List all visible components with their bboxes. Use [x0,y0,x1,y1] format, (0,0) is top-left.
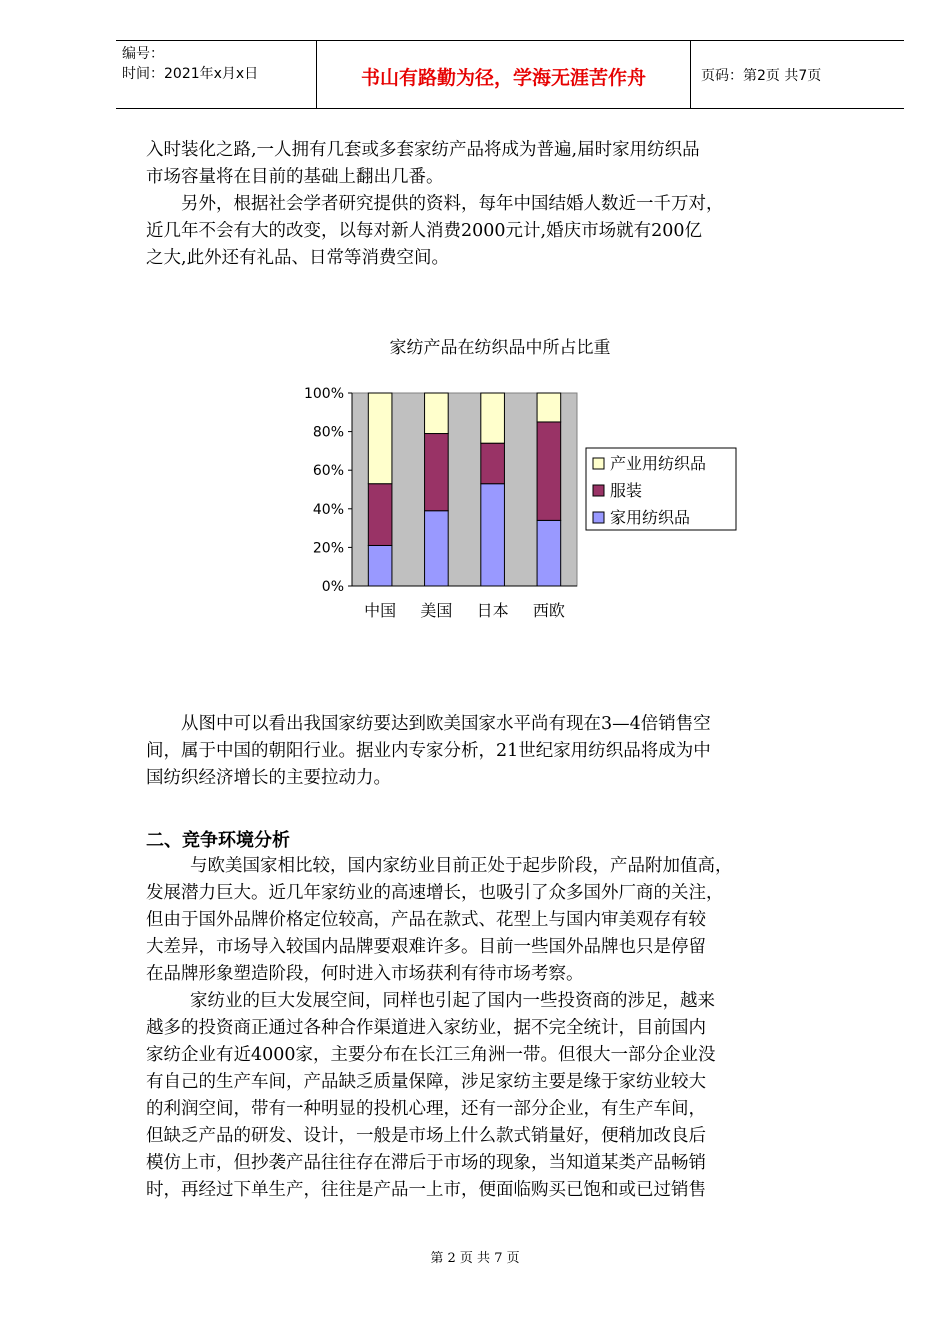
page-footer: 第 2 页 共 7 页 [430,1251,520,1266]
text-line: 另外，根据社会学者研究提供的资料，每年中国结婚人数近一千万对， [181,194,724,214]
paragraph-4 [146,853,866,988]
text-line: 发展潜力巨大。近几年家纺业的高速增长，也吸引了众多国外厂商的关注， [146,883,724,903]
text-line: 近几年不会有大的改变，以每对新人消费2000元计,婚庆市场就有200亿 [146,221,702,241]
y-tick-label: 20% [312,540,344,557]
bar-segment [368,484,392,546]
paragraph-5 [146,988,866,1204]
text-line: 国纺织经济增长的主要拉动力。 [146,768,391,788]
header-meta-cell [116,41,317,108]
text-line: 市场容量将在目前的基础上翻出几番。 [146,167,444,187]
text-line: 从图中可以看出我国家纺要达到欧美国家水平尚有现在3—4倍销售空 [181,714,711,734]
text-line: 家纺业的巨大发展空间，同样也引起了国内一些投资商的涉足，越来 [190,991,715,1011]
text-line: 时，再经过下单生产，往往是产品一上市，便面临购买已饱和或已过销售 [146,1180,706,1200]
bar-segment [537,422,561,520]
text-line: 有自己的生产车间，产品缺乏质量保障，涉足家纺主要是缘于家纺业较大 [146,1072,706,1092]
category-label: 中国 [364,601,397,620]
text-line: 但缺乏产品的研发、设计，一般是市场上什么款式销量好，便稍加改良后 [146,1126,706,1146]
text-line: 模仿上市，但抄袭产品往往存在滞后于市场的现象，当知道某类产品畅销 [146,1153,706,1173]
bar-segment [481,393,505,443]
paragraph-1 [146,137,866,191]
header-page-cell [691,41,904,108]
text-line: 大差异，市场导入较国内品牌要艰难许多。目前一些国外品牌也只是停留 [146,937,706,957]
bar-segment [425,393,449,434]
category-label: 西欧 [532,601,565,620]
chart-legend [586,448,736,530]
y-tick-label: 0% [321,579,344,595]
legend-label: 产业用纺织品 [610,454,707,473]
legend-swatch [593,485,604,496]
section-title: 二、竞争环境分析 [146,830,290,851]
text-line: 家纺企业有近4000家，主要分布在长江三角洲一带。但很大一部分企业没 [146,1045,716,1065]
bar-segment [425,434,449,511]
text-line: 越多的投资商正通过各种合作渠道进入家纺业，据不完全统计，目前国内 [146,1018,706,1038]
header-motto-cell [317,41,691,108]
bar-segment [537,393,561,422]
y-tick-label: 60% [312,463,344,480]
text-line: 之大,此外还有礼品、日常等消费空间。 [146,248,450,268]
text-line: 入时装化之路,一人拥有几套或多套家纺产品将成为普遍,届时家用纺织品 [146,140,700,160]
number-label: 编号： [122,46,164,62]
text-line: 在品牌形象塑造阶段，何时进入市场获利有待市场考察。 [146,964,584,984]
chart-title: 家纺产品在纺织品中所占比重 [389,338,611,358]
page-header [116,40,904,109]
bar-segment [368,545,392,586]
legend-label: 家用纺织品 [610,508,691,527]
time-label: 时间：2021年x月x日 [122,66,259,82]
bar-segment [481,484,505,586]
text-line: 的利润空间，带有一种明显的投机心理，还有一部分企业，有生产车间， [146,1099,706,1119]
text-line: 但由于国外品牌价格定位较高，产品在款式、花型上与国内审美观存有较 [146,910,706,930]
bar-segment [368,393,392,484]
legend-swatch [593,512,604,523]
stacked-bar-chart [280,325,760,635]
y-tick-label: 100% [303,386,344,402]
bar-segment [425,511,449,586]
y-tick-label: 80% [312,424,344,441]
text-line: 间，属于中国的朝阳行业。据业内专家分析，21世纪家用纺织品将成为中 [146,741,711,761]
category-label: 美国 [420,601,453,620]
page-code: 页码：第2页 共7页 [701,68,822,84]
bar-segment [481,443,505,484]
paragraph-2 [146,191,866,272]
bar-segment [537,520,561,586]
legend-swatch [593,458,604,469]
text-line: 与欧美国家相比较，国内家纺业目前正处于起步阶段，产品附加值高， [190,856,733,876]
y-tick-label: 40% [312,501,344,518]
category-label: 日本 [476,601,509,620]
paragraph-3 [146,711,866,792]
motto: 书山有路勤为径，学海无涯苦作舟 [360,67,646,89]
legend-label: 服装 [610,481,643,500]
